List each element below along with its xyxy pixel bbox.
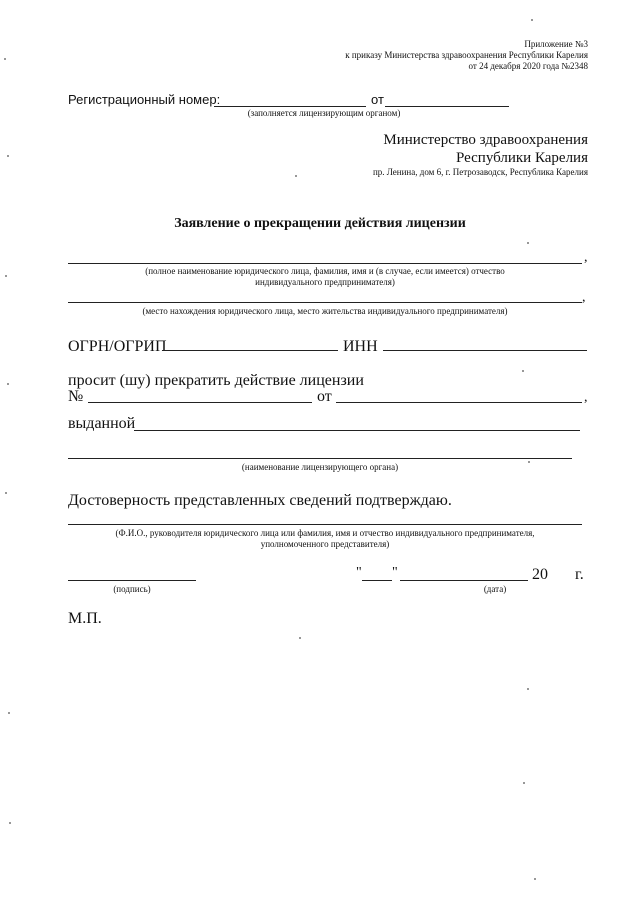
applicant-location-caption: (место нахождения юридического лица, место жительства индивидуального предпринимателя) [142,306,508,316]
scan-speck [295,175,297,177]
scan-speck [522,370,524,372]
date-caption: (дата) [483,584,507,594]
license-number-label: № [68,388,84,405]
scan-speck [528,461,530,463]
scan-speck [527,688,529,690]
signature-caption: (подпись) [113,584,151,594]
applicant-name-field[interactable] [68,263,582,264]
scan-speck [5,492,7,494]
confirmation-text: Достоверность представленных сведений подтверждаю. [68,492,452,509]
scan-speck [8,712,10,714]
date-day-field[interactable] [362,580,392,581]
scan-speck [523,782,525,784]
addressee-line-1: Министерство здравоохранения [383,132,588,148]
scan-speck [534,878,536,880]
scan-speck [531,19,533,21]
license-date-field[interactable] [336,402,582,403]
date-quote-open: " [356,565,362,580]
issued-label: выданной [68,415,136,432]
date-quote-close: " [392,565,398,580]
request-text: просит (шу) прекратить действие лицензии [68,372,364,389]
representative-name-field[interactable] [68,524,582,525]
inn-field[interactable] [383,350,587,351]
appendix-line-3: от 24 декабря 2020 года №2348 [468,61,588,71]
applicant-location-comma: , [582,290,586,305]
issued-authority-field[interactable] [134,430,580,431]
inn-label: ИНН [343,338,378,355]
representative-caption-1: (Ф.И.О., руководителя юридического лица или фамилия, имя и отчество индивидуального предпринимателя, [115,528,535,538]
date-month-field[interactable] [400,580,528,581]
registration-label: Регистрационный номер: [68,92,221,107]
registration-number-field[interactable] [214,106,366,107]
applicant-name-caption [68,266,582,288]
registration-from-label: от [371,92,384,107]
ogrn-field[interactable] [162,350,338,351]
scan-speck [7,155,9,157]
document-title: Заявление о прекращении действия лицензии [174,216,466,231]
registration-date-field[interactable] [385,106,509,107]
registration-caption: (заполняется лицензирующим органом) [247,108,401,118]
date-year-suffix: г. [575,566,584,583]
applicant-name-comma: , [584,250,588,265]
scan-speck [7,383,9,385]
license-number-field[interactable] [88,402,312,403]
applicant-name-caption-2: индивидуального предпринимателя) [255,277,395,287]
appendix-line-1: Приложение №3 [524,39,588,49]
addressee-block [288,131,588,167]
scan-speck [299,637,301,639]
applicant-location-field[interactable] [68,302,582,303]
license-date-comma: , [584,390,588,405]
stamp-label: М.П. [68,610,102,627]
representative-caption-2: уполномоченного представителя) [260,539,390,549]
applicant-name-caption-1: (полное наименование юридического лица, фамилия, имя и (в случае, если имеется) отчество [145,266,505,276]
representative-caption [68,528,582,550]
date-year-prefix: 20 [532,566,548,583]
ogrn-label: ОГРН/ОГРИП [68,338,167,355]
scan-speck [5,275,7,277]
license-from-label: от [317,388,332,405]
appendix-line-2: к приказу Министерства здравоохранения Республики Карелия [345,50,588,60]
addressee-address: пр. Ленина, дом 6, г. Петрозаводск, Республика Карелия [372,167,588,177]
scan-speck [527,242,529,244]
authority-caption: (наименование лицензирующего органа) [241,462,399,472]
issued-authority-field-2[interactable] [68,458,572,459]
scan-speck [4,58,6,60]
addressee-line-2: Республики Карелия [455,150,588,166]
signature-field[interactable] [68,580,196,581]
appendix-block [268,39,588,72]
scan-speck [9,822,11,824]
